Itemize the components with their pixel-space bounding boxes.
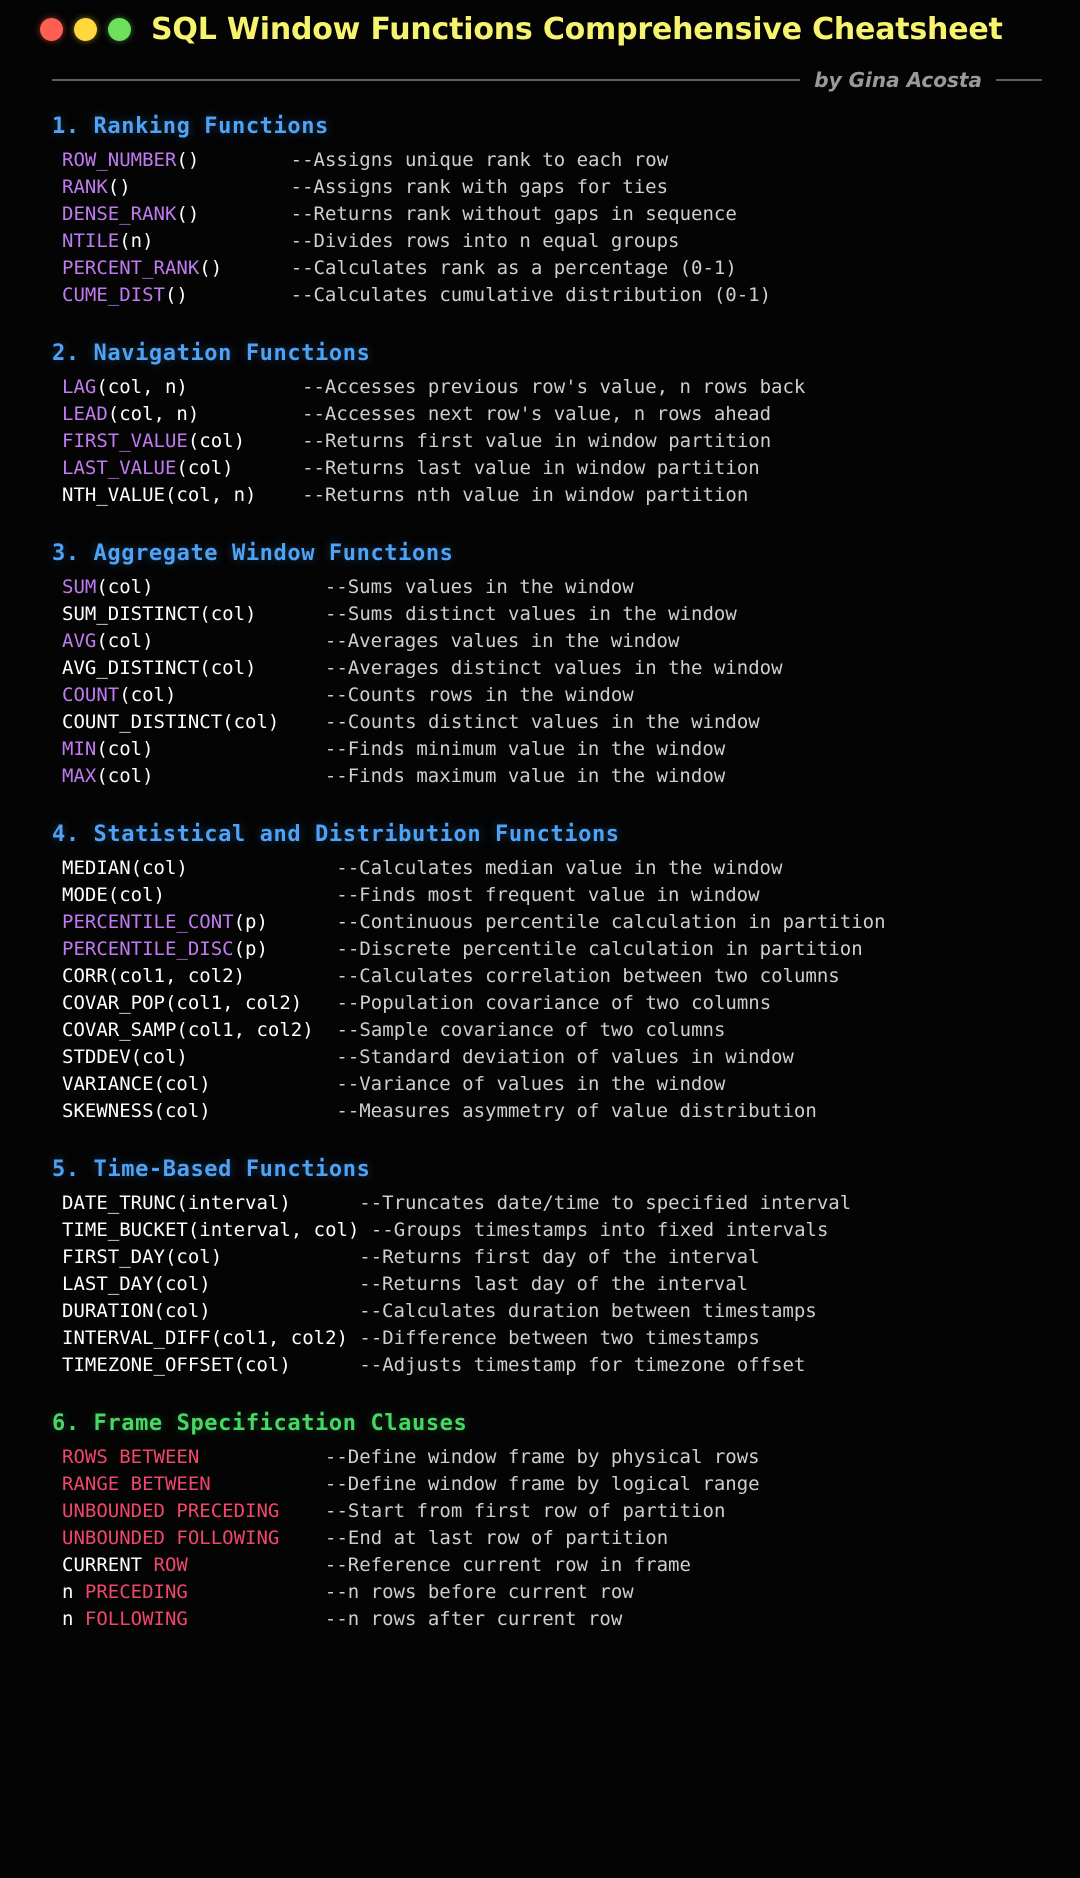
section-rows xyxy=(0,149,1080,311)
function-row xyxy=(0,430,1080,457)
sql-keyword: MAX xyxy=(62,765,97,787)
function-signature xyxy=(62,1446,199,1468)
function-description: --Calculates cumulative distribution (0-1) xyxy=(290,284,772,306)
function-arguments: (col) xyxy=(130,1046,188,1068)
function-signature xyxy=(62,257,222,279)
function-description: --Finds most frequent value in window xyxy=(336,884,760,906)
sql-keyword: LAST_VALUE xyxy=(62,457,177,479)
function-description: --Groups timestamps into fixed intervals xyxy=(370,1219,829,1241)
function-arguments: (p) xyxy=(233,938,268,960)
function-signature xyxy=(62,857,188,879)
function-row xyxy=(0,1246,1080,1273)
plain-identifier: AVG_DISTINCT xyxy=(62,657,200,679)
function-signature xyxy=(62,1046,188,1068)
function-signature xyxy=(62,149,199,171)
function-arguments: (col) xyxy=(199,657,257,679)
section-rows xyxy=(0,857,1080,1127)
function-description: --Counts distinct values in the window xyxy=(325,711,760,733)
function-signature xyxy=(62,1608,188,1630)
function-row xyxy=(0,403,1080,430)
function-description: --Sums values in the window xyxy=(324,576,634,598)
function-arguments: (col, n) xyxy=(164,484,257,506)
function-description: --Finds minimum value in the window xyxy=(324,738,726,760)
divider-left xyxy=(52,79,800,81)
function-signature xyxy=(62,376,188,398)
function-signature xyxy=(62,603,256,625)
function-description: --Adjusts timestamp for timezone offset xyxy=(359,1354,806,1376)
function-row xyxy=(0,257,1080,284)
section-rows xyxy=(0,1192,1080,1381)
function-description: --Calculates rank as a percentage (0-1) xyxy=(290,257,737,279)
function-row xyxy=(0,376,1080,403)
function-arguments: (col, n) xyxy=(107,403,200,425)
function-arguments: (col) xyxy=(187,430,246,452)
plain-identifier: STDDEV xyxy=(62,1046,131,1068)
function-row xyxy=(0,1073,1080,1100)
function-arguments: (col) xyxy=(130,857,188,879)
function-description: --Accesses previous row's value, n rows back xyxy=(302,376,806,398)
function-signature xyxy=(62,1300,211,1322)
plain-identifier: COUNT_DISTINCT xyxy=(62,711,223,733)
function-row xyxy=(0,1100,1080,1127)
sql-keyword: RANK xyxy=(62,176,108,198)
sections-container xyxy=(0,102,1080,1635)
sql-keyword: FIRST_VALUE xyxy=(62,430,188,452)
function-description: --Assigns rank with gaps for ties xyxy=(290,176,669,198)
plain-identifier: SKEWNESS xyxy=(62,1100,154,1122)
sql-keyword: PERCENTILE_CONT xyxy=(62,911,234,933)
function-signature xyxy=(62,176,131,198)
function-signature xyxy=(62,1192,291,1214)
function-row xyxy=(0,884,1080,911)
function-description: --Difference between two timestamps xyxy=(359,1327,760,1349)
section-3 xyxy=(0,541,1080,792)
sql-keyword: LEAD xyxy=(62,403,108,425)
sql-keyword: SUM xyxy=(62,576,97,598)
function-signature xyxy=(62,1246,222,1268)
function-arguments: (col) xyxy=(199,603,257,625)
function-description: --Counts rows in the window xyxy=(324,684,634,706)
function-row xyxy=(0,911,1080,938)
frame-clause-keyword: ROWS BETWEEN xyxy=(62,1446,200,1468)
function-signature xyxy=(62,1100,211,1122)
function-signature xyxy=(62,992,302,1014)
plain-identifier: DURATION xyxy=(62,1300,154,1322)
section-rows xyxy=(0,576,1080,792)
function-arguments: (col1, col2) xyxy=(176,1019,314,1041)
function-arguments: (col) xyxy=(153,1073,211,1095)
page-title: SQL Window Functions Comprehensive Cheatsheet xyxy=(151,11,1003,47)
function-arguments: (col) xyxy=(96,765,154,787)
close-icon[interactable] xyxy=(40,18,63,41)
plain-identifier: NTH_VALUE xyxy=(62,484,165,506)
function-row xyxy=(0,576,1080,603)
function-row xyxy=(0,230,1080,257)
plain-identifier: TIME_BUCKET xyxy=(62,1219,188,1241)
function-description: --Population covariance of two columns xyxy=(336,992,772,1014)
function-row xyxy=(0,484,1080,511)
function-row xyxy=(0,630,1080,657)
function-row xyxy=(0,457,1080,484)
function-description: --Finds maximum value in the window xyxy=(324,765,726,787)
function-signature xyxy=(62,738,154,760)
function-description: --Define window frame by logical range xyxy=(324,1473,760,1495)
function-description: --Reference current row in frame xyxy=(324,1554,691,1576)
function-row xyxy=(0,938,1080,965)
sql-keyword: MIN xyxy=(62,738,97,760)
function-signature xyxy=(62,457,234,479)
function-row xyxy=(0,1554,1080,1581)
function-row xyxy=(0,965,1080,992)
function-row xyxy=(0,992,1080,1019)
function-arguments: (col) xyxy=(96,576,154,598)
function-row xyxy=(0,284,1080,311)
function-row xyxy=(0,711,1080,738)
function-signature xyxy=(62,430,245,452)
function-description: --Start from first row of partition xyxy=(325,1500,726,1522)
function-signature xyxy=(62,576,154,598)
sql-keyword: NTILE xyxy=(62,230,120,252)
function-description: --Returns nth value in window partition xyxy=(302,484,749,506)
function-signature xyxy=(62,1354,291,1376)
function-description: --Discrete percentile calculation in partition xyxy=(336,938,863,960)
window-controls xyxy=(40,18,131,41)
section-heading: 1. Ranking Functions xyxy=(52,114,329,139)
function-signature xyxy=(62,884,165,906)
function-arguments: (col1, col2) xyxy=(164,992,303,1014)
function-description: --Returns first value in window partition xyxy=(302,430,772,452)
function-signature xyxy=(62,1473,211,1495)
function-arguments: (col) xyxy=(233,1354,291,1376)
plain-identifier: n xyxy=(62,1581,85,1603)
function-description: --Averages values in the window xyxy=(324,630,680,652)
function-signature xyxy=(62,1327,348,1349)
plain-identifier: TIMEZONE_OFFSET xyxy=(62,1354,234,1376)
function-row xyxy=(0,765,1080,792)
plain-identifier: COVAR_POP xyxy=(62,992,165,1014)
function-row xyxy=(0,1446,1080,1473)
function-description: --Sums distinct values in the window xyxy=(325,603,737,625)
section-5 xyxy=(0,1157,1080,1381)
function-signature xyxy=(62,484,256,506)
function-description: --Calculates duration between timestamps xyxy=(359,1300,817,1322)
plain-identifier: SUM_DISTINCT xyxy=(62,603,200,625)
function-signature xyxy=(62,403,199,425)
function-arguments: (interval) xyxy=(176,1192,291,1214)
function-signature xyxy=(62,911,268,933)
function-description: --n rows before current row xyxy=(324,1581,634,1603)
function-arguments: (p) xyxy=(233,911,268,933)
function-signature xyxy=(62,965,245,987)
section-6 xyxy=(0,1411,1080,1635)
section-heading: 3. Aggregate Window Functions xyxy=(52,541,454,566)
function-arguments: (col) xyxy=(153,1100,211,1122)
function-row xyxy=(0,1608,1080,1635)
function-arguments: () xyxy=(199,257,223,279)
function-arguments: (col) xyxy=(96,630,154,652)
function-arguments: (col1, col2) xyxy=(107,965,246,987)
plain-identifier: VARIANCE xyxy=(62,1073,154,1095)
function-signature xyxy=(62,284,188,306)
function-row xyxy=(0,1354,1080,1381)
function-description: --Accesses next row's value, n rows ahead xyxy=(302,403,772,425)
function-signature xyxy=(62,1273,211,1295)
function-arguments: (col1, col2) xyxy=(210,1327,348,1349)
plain-identifier: LAST_DAY xyxy=(62,1273,154,1295)
frame-clause-keyword: UNBOUNDED FOLLOWING xyxy=(62,1527,280,1549)
minimize-icon[interactable] xyxy=(74,18,97,41)
function-description: --Returns first day of the interval xyxy=(359,1246,760,1268)
section-heading: 5. Time-Based Functions xyxy=(52,1157,371,1182)
function-arguments: () xyxy=(164,284,188,306)
function-description: --Variance of values in the window xyxy=(336,1073,726,1095)
function-description: --Measures asymmetry of value distribution xyxy=(336,1100,817,1122)
function-row xyxy=(0,1192,1080,1219)
sql-keyword: COUNT xyxy=(62,684,120,706)
section-4 xyxy=(0,822,1080,1127)
function-row xyxy=(0,1527,1080,1554)
frame-clause-keyword: ROW xyxy=(153,1554,188,1576)
function-row xyxy=(0,203,1080,230)
plain-identifier: CORR xyxy=(62,965,108,987)
function-row xyxy=(0,1327,1080,1354)
function-signature xyxy=(62,630,154,652)
function-arguments: (col) xyxy=(107,884,165,906)
frame-clause-keyword: FOLLOWING xyxy=(84,1608,188,1630)
byline-row xyxy=(0,58,1080,102)
function-arguments: (col, n) xyxy=(96,376,188,398)
function-row xyxy=(0,738,1080,765)
section-heading: 4. Statistical and Distribution Functions xyxy=(52,822,620,847)
function-row xyxy=(0,857,1080,884)
function-description: --Define window frame by physical rows xyxy=(324,1446,760,1468)
function-description: --Returns rank without gaps in sequence xyxy=(290,203,737,225)
function-signature xyxy=(62,230,154,252)
frame-clause-keyword: RANGE BETWEEN xyxy=(62,1473,211,1495)
plain-identifier: FIRST_DAY xyxy=(62,1246,165,1268)
function-description: --Averages distinct values in the window xyxy=(325,657,783,679)
function-arguments: (col) xyxy=(222,711,280,733)
function-description: --n rows after current row xyxy=(324,1608,623,1630)
plain-identifier: INTERVAL_DIFF xyxy=(62,1327,211,1349)
function-signature xyxy=(62,684,176,706)
sql-keyword: ROW_NUMBER xyxy=(62,149,177,171)
section-heading: 6. Frame Specification Clauses xyxy=(52,1411,468,1436)
function-row xyxy=(0,176,1080,203)
function-arguments: (interval, col) xyxy=(187,1219,360,1241)
sql-keyword: CUME_DIST xyxy=(62,284,165,306)
function-description: --Sample covariance of two columns xyxy=(336,1019,726,1041)
function-row xyxy=(0,657,1080,684)
function-row xyxy=(0,149,1080,176)
function-description: --Truncates date/time to specified interval xyxy=(359,1192,852,1214)
function-description: --Calculates correlation between two columns xyxy=(336,965,840,987)
function-signature xyxy=(62,1581,188,1603)
function-description: --End at last row of partition xyxy=(325,1527,669,1549)
sql-keyword: LAG xyxy=(62,376,97,398)
function-arguments: () xyxy=(107,176,131,198)
function-signature xyxy=(62,1527,279,1549)
plain-identifier: DATE_TRUNC xyxy=(62,1192,177,1214)
function-signature xyxy=(62,938,268,960)
frame-clause-keyword: PRECEDING xyxy=(84,1581,188,1603)
function-signature xyxy=(62,1219,359,1241)
section-heading: 2. Navigation Functions xyxy=(52,341,371,366)
function-row xyxy=(0,603,1080,630)
section-rows xyxy=(0,376,1080,511)
function-description: --Divides rows into n equal groups xyxy=(290,230,680,252)
plain-identifier: MEDIAN xyxy=(62,857,131,879)
section-rows xyxy=(0,1446,1080,1635)
function-description: --Calculates median value in the window xyxy=(336,857,783,879)
plain-identifier: COVAR_SAMP xyxy=(62,1019,177,1041)
divider-right xyxy=(996,79,1042,81)
function-row xyxy=(0,1046,1080,1073)
function-arguments: (n) xyxy=(119,230,154,252)
function-arguments: (col) xyxy=(96,738,154,760)
function-signature xyxy=(62,657,256,679)
function-signature xyxy=(62,1019,314,1041)
function-signature xyxy=(62,1554,188,1576)
section-1 xyxy=(0,114,1080,311)
plain-identifier: MODE xyxy=(62,884,108,906)
function-signature xyxy=(62,203,199,225)
function-signature xyxy=(62,1500,279,1522)
frame-clause-keyword: UNBOUNDED PRECEDING xyxy=(62,1500,280,1522)
sql-keyword: PERCENT_RANK xyxy=(62,257,200,279)
function-arguments: (col) xyxy=(153,1273,211,1295)
sql-keyword: AVG xyxy=(62,630,97,652)
function-row xyxy=(0,1219,1080,1246)
function-description: --Returns last day of the interval xyxy=(359,1273,749,1295)
function-row xyxy=(0,684,1080,711)
plain-identifier: CURRENT xyxy=(62,1554,154,1576)
function-row xyxy=(0,1019,1080,1046)
sql-keyword: DENSE_RANK xyxy=(62,203,177,225)
function-arguments: () xyxy=(176,203,200,225)
function-arguments: (col) xyxy=(119,684,177,706)
function-signature xyxy=(62,765,154,787)
function-description: --Assigns unique rank to each row xyxy=(290,149,669,171)
function-description: --Standard deviation of values in window xyxy=(336,1046,794,1068)
function-row xyxy=(0,1581,1080,1608)
author-byline: by Gina Acosta xyxy=(814,68,982,92)
function-row xyxy=(0,1473,1080,1500)
function-row xyxy=(0,1273,1080,1300)
section-2 xyxy=(0,341,1080,511)
function-signature xyxy=(62,1073,211,1095)
window-titlebar xyxy=(0,0,1080,58)
function-arguments: (col) xyxy=(164,1246,223,1268)
function-row xyxy=(0,1300,1080,1327)
sql-keyword: PERCENTILE_DISC xyxy=(62,938,234,960)
function-description: --Continuous percentile calculation in partition xyxy=(336,911,886,933)
plain-identifier: n xyxy=(62,1608,85,1630)
function-arguments: (col) xyxy=(176,457,234,479)
function-arguments: (col) xyxy=(153,1300,211,1322)
function-signature xyxy=(62,711,279,733)
function-description: --Returns last value in window partition xyxy=(302,457,760,479)
function-row xyxy=(0,1500,1080,1527)
function-arguments: () xyxy=(176,149,200,171)
maximize-icon[interactable] xyxy=(108,18,131,41)
